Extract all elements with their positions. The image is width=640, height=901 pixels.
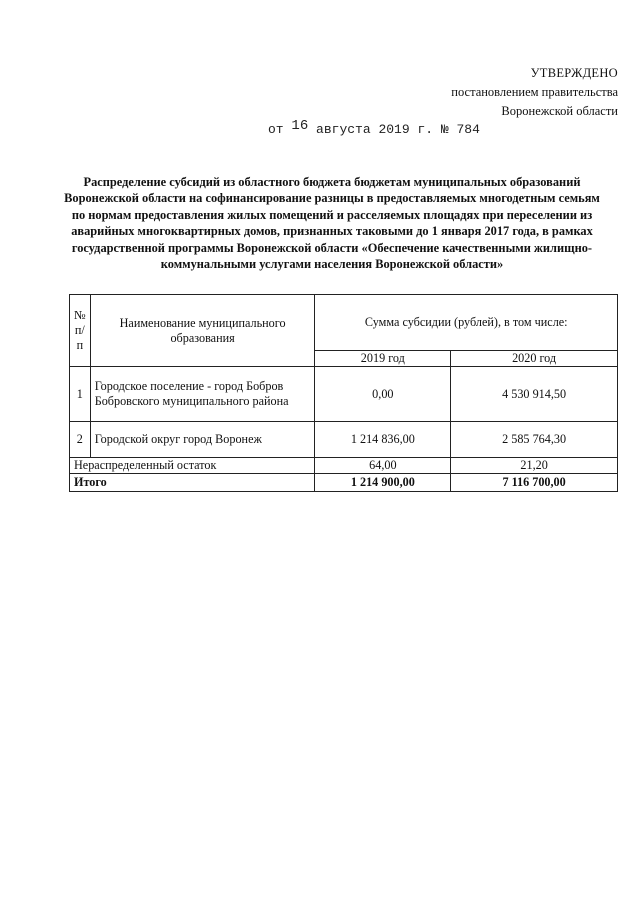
row-value-2020: 4 530 914,50 [451,367,618,422]
total-row [70,474,618,492]
row-num: 1 [70,367,91,422]
subsidy-table [69,294,618,492]
approval-stamp [451,64,618,121]
document-title: Распределение субсидий из областного бюджета бюджетам муниципальных образований Воронежской области на софинансирование разницы в предоставляемых многодетным семьям по нормам предоставления жилых помещений и расселяемых площадях при переселении из аварийных многоквартирных домов, признанных таковыми до 1 января 2017 года, в рамках государственной программы Воронежской области «Обеспечение качественными жилищно-коммунальными услугами населения Воронежской области» [64,175,600,272]
header-year-2020: 2020 год [451,351,618,367]
decree-reference [268,118,480,138]
row-value-2020: 2 585 764,30 [451,422,618,458]
approval-line-2: постановлением правительства [451,85,618,99]
remainder-label: Нераспределенный остаток [70,458,315,474]
decree-day: 16 [291,118,309,134]
remainder-2019: 64,00 [315,458,451,474]
row-name: Городское поселение - город Бобров Бобровского муниципального района [90,367,315,422]
approval-heading: УТВЕРЖДЕНО [530,66,618,80]
decree-prefix: от [268,122,284,137]
row-value-2019: 1 214 836,00 [315,422,451,458]
remainder-2020: 21,20 [451,458,618,474]
row-num: 2 [70,422,91,458]
approval-line-3: Воронежской области [501,104,618,118]
header-name: Наименование муниципального образования [90,295,315,367]
header-sum: Сумма субсидии (рублей), в том числе: [315,295,618,351]
table-row [70,422,618,458]
row-name: Городской округ город Воронеж [90,422,315,458]
row-value-2019: 0,00 [315,367,451,422]
total-label: Итого [70,474,315,492]
remainder-row [70,458,618,474]
header-year-2019: 2019 год [315,351,451,367]
table-row [70,367,618,422]
decree-date-number: августа 2019 г. № 784 [316,122,480,137]
total-2019: 1 214 900,00 [315,474,451,492]
total-2020: 7 116 700,00 [451,474,618,492]
header-num: № п/п [70,295,91,367]
